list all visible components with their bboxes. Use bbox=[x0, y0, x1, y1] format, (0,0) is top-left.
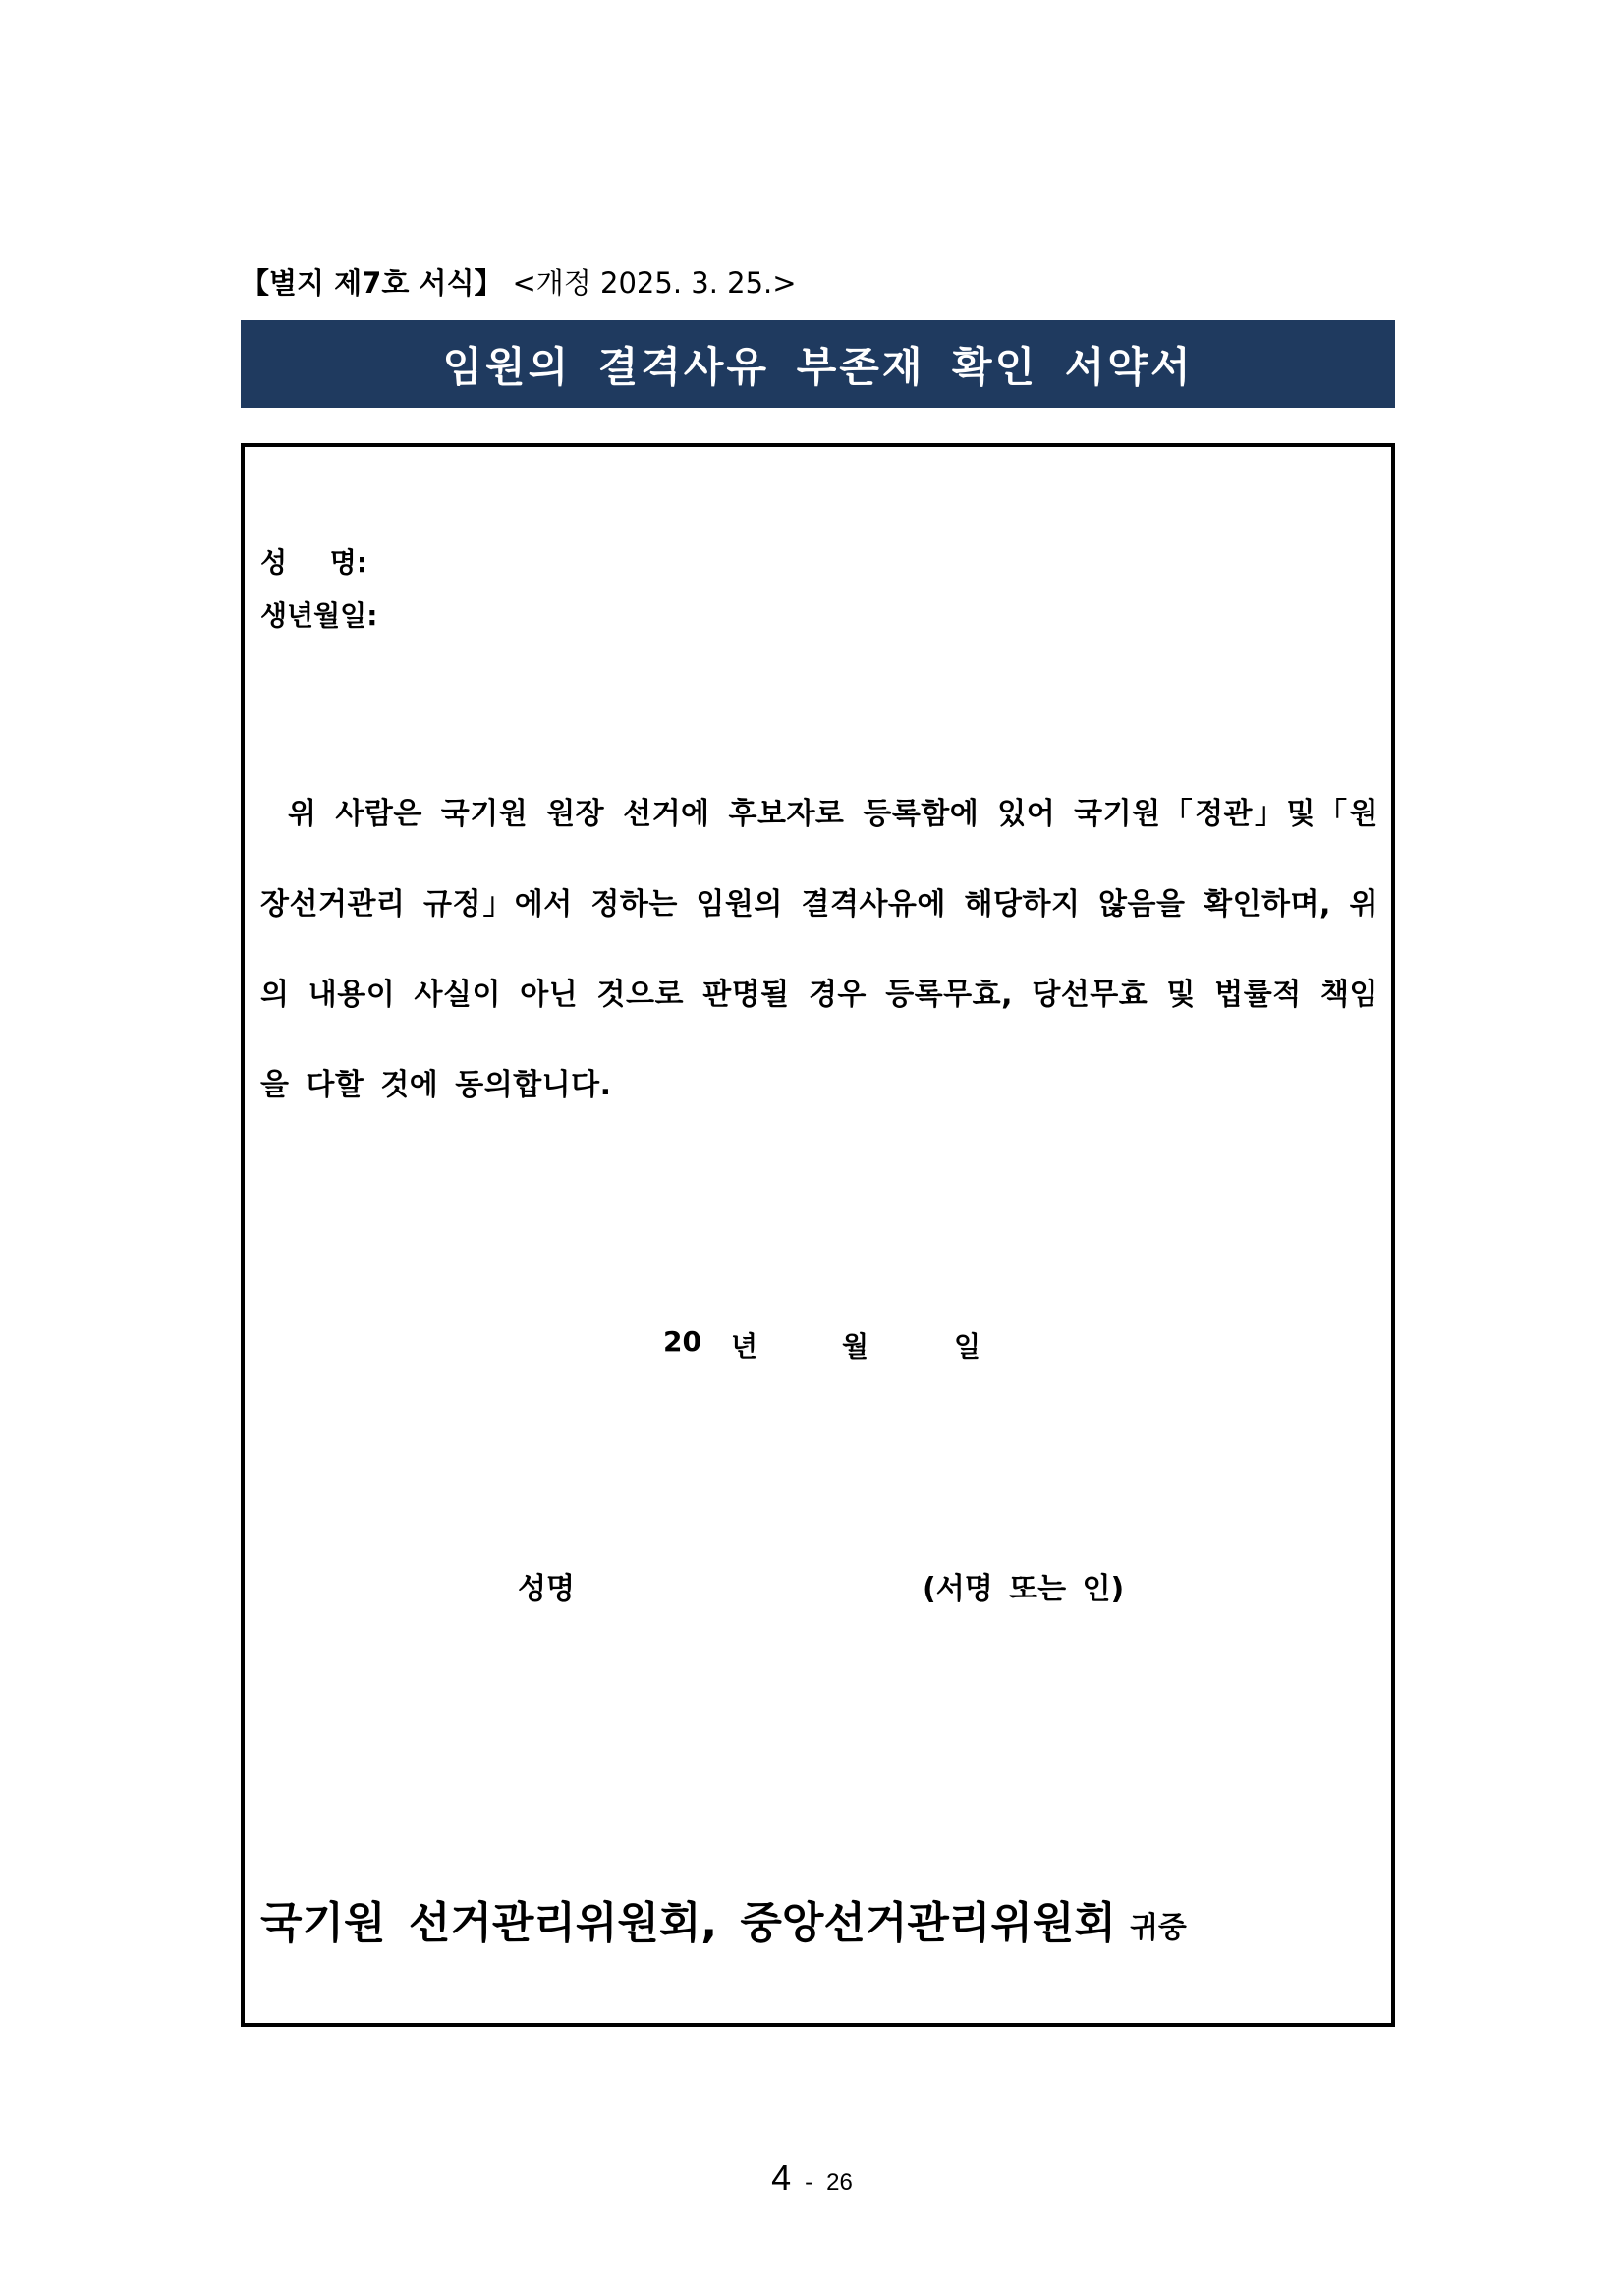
date-day-label: 일 bbox=[954, 1330, 981, 1363]
page-chapter: 4 bbox=[771, 2157, 792, 2198]
form-header bbox=[241, 263, 797, 303]
addressee bbox=[260, 1887, 1187, 1950]
date-year-prefix: 20 bbox=[663, 1325, 701, 1358]
form-number: 【별지 제7호 서식】 bbox=[241, 266, 503, 300]
pledge-form-box bbox=[241, 443, 1395, 2027]
name-field-label: 성 명: bbox=[260, 546, 368, 579]
signature-name-label: 성명 bbox=[518, 1572, 575, 1606]
date-month-label: 월 bbox=[842, 1330, 869, 1363]
signature-note: (서명 또는 인) bbox=[923, 1572, 1125, 1606]
addressee-org: 국기원 선거관리위원회, 중앙선거관리위원회 bbox=[260, 1898, 1116, 1948]
birthdate-field-label: 생년월일: bbox=[260, 599, 378, 632]
addressee-honorific: 귀중 bbox=[1129, 1911, 1187, 1945]
date-year-label: 년 bbox=[731, 1330, 758, 1363]
page-index: 26 bbox=[826, 2169, 853, 2196]
document-title: 임원의 결격사유 부존재 확인 서약서 bbox=[241, 320, 1395, 408]
page-separator: - bbox=[805, 2169, 813, 2196]
revision-date: <개정 2025. 3. 25.> bbox=[512, 266, 797, 300]
pledge-statement: 위 사람은 국기원 원장 선거에 후보자로 등록함에 있어 국기원「정관」및「원장선거관리 규정」에서 정하는 임원의 결격사유에 해당하지 않음을 확인하며, 위의 내용이 사실이 아닌 것으로 판명될 경우 등록무효, 당선무효 및 법률적 책임을 다할 것에 동의합니다. bbox=[260, 797, 1378, 1102]
page-number bbox=[0, 2157, 1624, 2199]
